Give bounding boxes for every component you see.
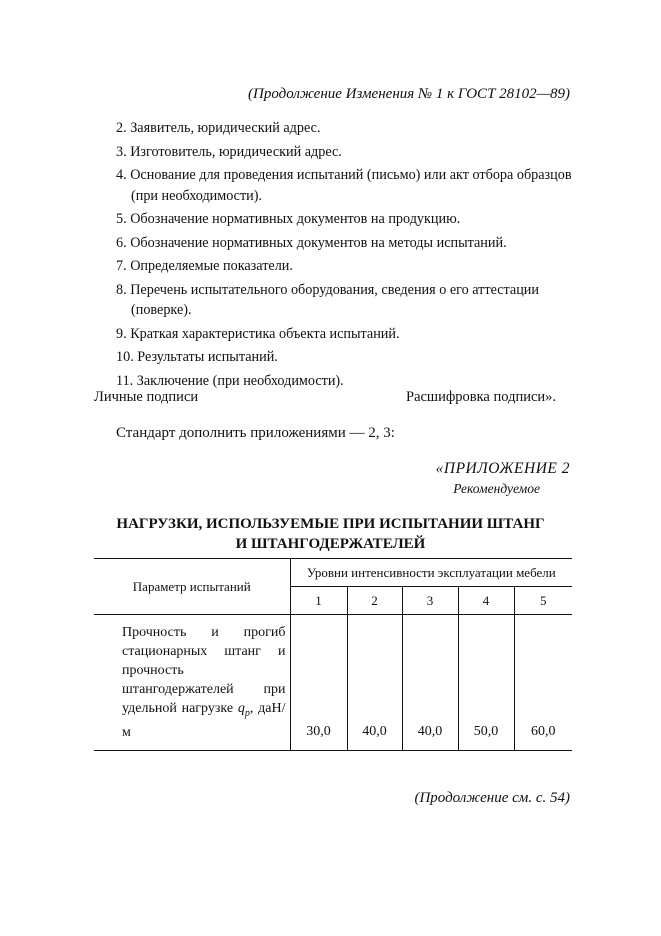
row-label-variable: q (237, 701, 245, 716)
row-label-unit: , даН/м (122, 701, 286, 740)
level-number: 1 (290, 587, 347, 615)
signature-decoding-label: Расшифровка подписи». (406, 389, 557, 405)
param-header: Параметр испытаний (94, 559, 290, 615)
list-item: 2. Заявитель, юридический адрес. (116, 120, 321, 136)
level-number: 4 (458, 587, 514, 615)
signature-label: Личные подписи (94, 389, 199, 405)
list-item: 7. Определяемые показатели. (116, 258, 293, 274)
table-cell: 60,0 (514, 615, 572, 751)
list-item: 8. Перечень испытательного оборудования, сведения о его аттестации (поверке). (116, 281, 539, 318)
table-cell: 30,0 (290, 615, 347, 751)
requirements-list (116, 118, 576, 394)
row-label-subscript: р (244, 707, 250, 719)
table-heading-line2: И ШТАНГОДЕРЖАТЕЛЕЙ (235, 536, 426, 552)
level-number: 2 (347, 587, 402, 615)
list-item: 5. Обозначение нормативных документов на продукцию. (116, 211, 461, 227)
appendix-title: «ПРИЛОЖЕНИЕ 2 (435, 460, 570, 477)
level-number: 3 (402, 587, 458, 615)
list-item: 9. Краткая характеристика объекта испытаний. (116, 325, 400, 342)
list-item: 4. Основание для проведения испытаний (письмо) или акт отбора образцов (при необходимости). (116, 167, 572, 204)
list-item: 6. Обозначение нормативных документов на методы испытаний. (116, 234, 507, 251)
table-row (94, 615, 572, 751)
list-item: 10. Результаты испытаний. (116, 349, 278, 365)
appendix-subtitle: Рекомендуемое (453, 481, 540, 496)
row-label (94, 615, 290, 751)
list-item: 11. Заключение (при необходимости). (116, 372, 344, 389)
table-cell: 40,0 (402, 615, 458, 751)
level-number: 5 (514, 587, 572, 615)
row-label-text: Прочность и прогиб стационарных штанг и прочность штангодержателей при удельной нагрузке (122, 625, 286, 716)
table-cell: 50,0 (458, 615, 514, 751)
addition-text: Стандарт дополнить приложениями — 2, 3: (116, 425, 395, 441)
list-item: 3. Изготовитель, юридический адрес. (116, 143, 342, 160)
page-header: (Продолжение Изменения № 1 к ГОСТ 28102—89) (248, 86, 570, 102)
loads-table (94, 558, 572, 751)
table-cell: 40,0 (347, 615, 402, 751)
table-heading-line1: НАГРУЗКИ, ИСПОЛЬЗУЕМЫЕ ПРИ ИСПЫТАНИИ ШТАНГ (116, 516, 545, 532)
levels-header: Уровни интенсивности эксплуатации мебели (290, 559, 572, 587)
page-footer: (Продолжение см. с. 54) (414, 790, 570, 806)
